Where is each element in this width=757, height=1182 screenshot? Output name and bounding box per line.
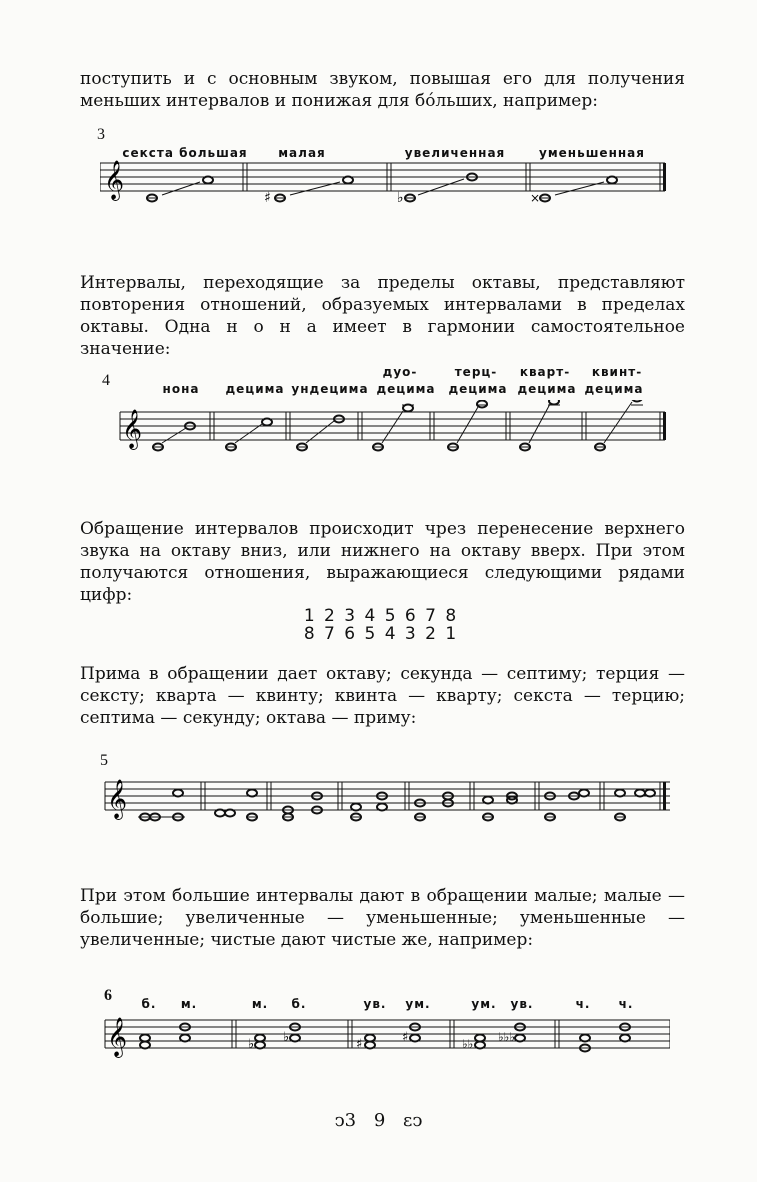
- ornament-left-icon: ↄ3: [334, 1110, 357, 1131]
- svg-text:♭: ♭: [397, 190, 404, 206]
- interval-label: увеличенная: [404, 146, 506, 160]
- interval-label-top: терц-: [454, 365, 498, 379]
- interval-label: уменьшенная: [539, 146, 645, 160]
- interval-label: децима: [376, 382, 436, 396]
- paragraph-3: Обращение интервалов происходит чрез перенесение верхнего звука на октаву вниз, или нижнего на октаву вверх. При этом получаются отношения, выражающиеся следующими рядами цифр:: [80, 519, 685, 605]
- interval-label: децима: [448, 382, 508, 396]
- interval-label: децима: [225, 382, 285, 396]
- ornament-right-icon: ɛↄ: [403, 1110, 423, 1131]
- svg-text:𝄞: 𝄞: [107, 779, 128, 819]
- page-number: 9: [373, 1110, 386, 1131]
- svg-text:♯: ♯: [356, 1037, 363, 1052]
- svg-text:♯: ♯: [402, 1030, 409, 1045]
- music-staff-example-6: [100, 1008, 670, 1068]
- music-staff-example-3: [100, 155, 670, 215]
- interval-label-top: кварт-: [519, 365, 571, 379]
- example-number-6: 6: [104, 987, 112, 1004]
- music-staff-example-4: [100, 400, 670, 460]
- interval-label: м.: [251, 997, 269, 1011]
- interval-label: ч.: [575, 997, 591, 1011]
- number-row-bottom: 8 7 6 5 4 3 2 1: [303, 624, 457, 644]
- svg-text:♭: ♭: [283, 1030, 290, 1045]
- paragraph-5: При этом большие интервалы дают в обращении малые; малые — большие; увеличенные — уменьшенные; уменьшенные — увеличенные; чистые дают чистые же, например:: [80, 886, 685, 950]
- interval-label: децима: [517, 382, 577, 396]
- interval-label: ув.: [363, 997, 387, 1011]
- interval-label: децима: [584, 382, 644, 396]
- interval-label: ундецима: [291, 382, 369, 396]
- paragraph-4: Прима в обращении дает октаву; секунда — септиму; терция — сексту; кварта — квинту; квинта — кварту; секста — терцию; септима — секунду; октава — приму:: [80, 664, 685, 728]
- interval-label: ум.: [405, 997, 431, 1011]
- svg-text:♭♭: ♭♭: [462, 1037, 474, 1051]
- paragraph-1: поступить и с основным звуком, повышая его для получения меньших интервалов и понижая для бóльших, например:: [80, 69, 685, 111]
- svg-text:𝄞: 𝄞: [104, 160, 125, 200]
- svg-text:×: ×: [530, 191, 541, 205]
- paragraph-2: Интервалы, переходящие за пределы октавы, представляют повторения отношений, образуемых интервалами в пределах октавы. Одна н о н а имеет в гармонии самостоятельное значение:: [80, 273, 685, 359]
- interval-label: малая: [278, 146, 326, 160]
- example-number-3: 3: [97, 126, 105, 143]
- page-footer: [0, 1110, 757, 1131]
- interval-label-top: дуо-: [382, 365, 418, 379]
- interval-label: секста большая: [122, 146, 248, 160]
- svg-text:𝄞: 𝄞: [122, 409, 143, 449]
- svg-text:♯: ♯: [264, 190, 271, 206]
- example-number-4: 4: [102, 372, 110, 389]
- svg-text:♭: ♭: [248, 1037, 255, 1052]
- number-row-top: 1 2 3 4 5 6 7 8: [303, 606, 457, 626]
- interval-label: б.: [291, 997, 307, 1011]
- svg-text:♭♭♭: ♭♭♭: [498, 1030, 515, 1044]
- interval-label: ув.: [510, 997, 534, 1011]
- interval-label: м.: [180, 997, 198, 1011]
- interval-label: нона: [162, 382, 200, 396]
- interval-label: ум.: [471, 997, 497, 1011]
- music-staff-example-5: [100, 770, 670, 830]
- svg-text:𝄞: 𝄞: [107, 1017, 128, 1057]
- example-number-5: 5: [100, 752, 108, 769]
- interval-label: б.: [141, 997, 157, 1011]
- interval-label: ч.: [618, 997, 634, 1011]
- interval-label-top: квинт-: [591, 365, 643, 379]
